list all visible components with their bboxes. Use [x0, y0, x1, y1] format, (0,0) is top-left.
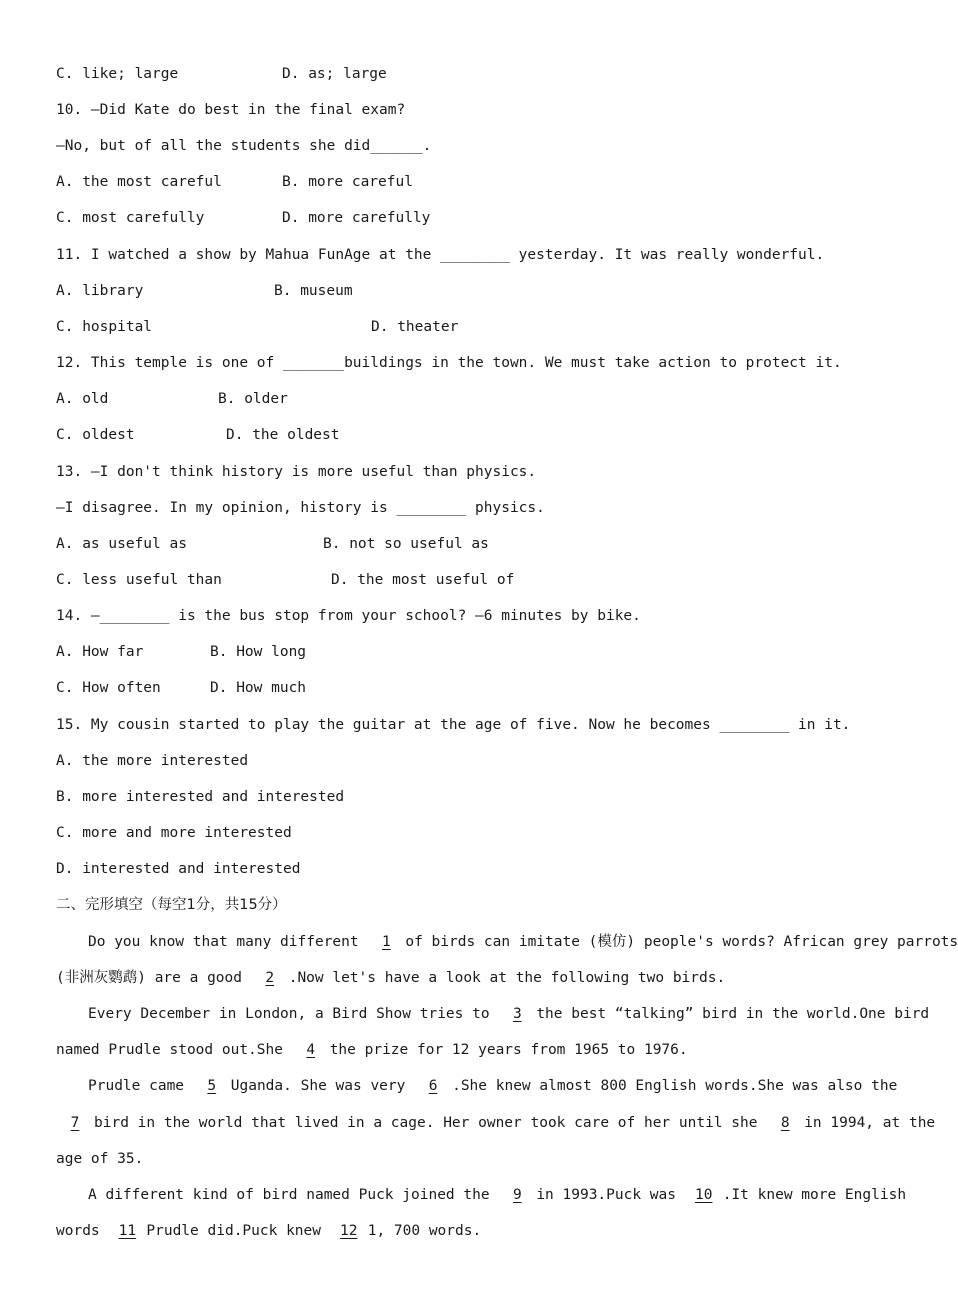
q12-option-b: B. older: [218, 391, 288, 407]
text: .She knew almost 800 English words.She was also the: [452, 1078, 898, 1094]
q12-stem: 12. This temple is one of _______buildings in the town. We must take action to protect it.: [56, 355, 842, 371]
text: in 1993.Puck was: [536, 1187, 685, 1203]
blank-1: 1: [381, 934, 391, 950]
cloze-para1-line2: [56, 968, 725, 988]
text: .It knew more English: [722, 1187, 907, 1203]
text: the best “talking” bird in the world.One bird: [536, 1006, 930, 1022]
q11-option-d: D. theater: [371, 319, 459, 335]
blank-10: 10: [694, 1187, 713, 1203]
blank-3: 3: [512, 1006, 522, 1022]
blank-7: 7: [70, 1115, 80, 1131]
text: of birds can imitate (模仿) people's words? African grey parrots: [405, 934, 958, 950]
q11-option-a: A. library: [56, 283, 144, 299]
text: A different kind of bird named Puck joined the: [88, 1187, 499, 1203]
q15-option-c: C. more and more interested: [56, 825, 292, 841]
blank-5: 5: [207, 1078, 217, 1094]
text: in 1994, at the: [804, 1115, 936, 1131]
cloze-para2-line1: [88, 1004, 929, 1024]
q13-option-a: A. as useful as: [56, 536, 187, 552]
q13-stem: 13. —I don't think history is more useful than physics.: [56, 464, 537, 480]
q14-option-d: D. How much: [210, 680, 307, 696]
q10-stem-reply: —No, but of all the students she did______.: [56, 138, 432, 154]
q14-stem: 14. —________ is the bus stop from your school? —6 minutes by bike.: [56, 608, 641, 624]
text: bird in the world that lived in a cage. Her owner took care of her until she: [94, 1115, 767, 1131]
q15-option-b: B. more interested and interested: [56, 789, 345, 805]
cloze-para2-line2: [56, 1040, 688, 1060]
text: Do you know that many different: [88, 934, 368, 950]
blank-11: 11: [118, 1223, 137, 1239]
blank-6: 6: [428, 1078, 438, 1094]
cloze-para3-line1: [88, 1076, 897, 1096]
text: the prize for 12 years from 1965 to 1976.: [329, 1042, 688, 1058]
q10-option-b: B. more careful: [282, 174, 413, 190]
cloze-para4-line1: [88, 1185, 906, 1205]
text: (非洲灰鹦鹉) are a good: [56, 970, 251, 986]
text: Every December in London, a Bird Show tries to: [88, 1006, 499, 1022]
blank-4: 4: [306, 1042, 316, 1058]
blank-2: 2: [265, 970, 275, 986]
text: Prudle came: [88, 1078, 193, 1094]
q13-option-c: C. less useful than: [56, 572, 222, 588]
q15-option-d: D. interested and interested: [56, 861, 301, 877]
q10-option-d: D. more carefully: [282, 210, 431, 226]
q10-stem: 10. —Did Kate do best in the final exam?: [56, 102, 406, 118]
q13-option-b: B. not so useful as: [323, 536, 489, 552]
text: .Now let's have a look at the following two birds.: [288, 970, 726, 986]
cloze-para3-line3: age of 35.: [56, 1151, 144, 1167]
cloze-para3-line2: [56, 1113, 935, 1133]
text: words: [56, 1223, 109, 1239]
q10-option-a: A. the most careful: [56, 174, 222, 190]
q14-option-c: C. How often: [56, 680, 161, 696]
cloze-para1-line1: [88, 932, 958, 952]
q11-option-c: C. hospital: [56, 319, 153, 335]
q11-option-b: B. museum: [274, 283, 353, 299]
q9-option-d: D. as; large: [282, 66, 387, 82]
q15-option-a: A. the more interested: [56, 753, 249, 769]
text: Uganda. She was very: [230, 1078, 415, 1094]
q12-option-c: C. oldest: [56, 427, 135, 443]
blank-9: 9: [512, 1187, 522, 1203]
q15-stem: 15. My cousin started to play the guitar at the age of five. Now he becomes ________ in it.: [56, 717, 851, 733]
blank-12: 12: [339, 1223, 358, 1239]
q12-option-d: D. the oldest: [226, 427, 340, 443]
text: 1, 700 words.: [367, 1223, 482, 1239]
text: Prudle did.Puck knew: [146, 1223, 330, 1239]
cloze-para4-line2: [56, 1221, 481, 1241]
q9-option-c: C. like; large: [56, 66, 179, 82]
q14-option-b: B. How long: [210, 644, 307, 660]
q11-stem: 11. I watched a show by Mahua FunAge at the ________ yesterday. It was really wonderful.: [56, 247, 825, 263]
q13-option-d: D. the most useful of: [331, 572, 515, 588]
q12-option-a: A. old: [56, 391, 109, 407]
text: named Prudle stood out.She: [56, 1042, 292, 1058]
q10-option-c: C. most carefully: [56, 210, 205, 226]
section-heading-cloze: 二、完形填空（每空1分，共15分）: [56, 897, 287, 913]
q14-option-a: A. How far: [56, 644, 144, 660]
q13-stem-reply: —I disagree. In my opinion, history is ________ physics.: [56, 500, 545, 516]
blank-8: 8: [780, 1115, 790, 1131]
